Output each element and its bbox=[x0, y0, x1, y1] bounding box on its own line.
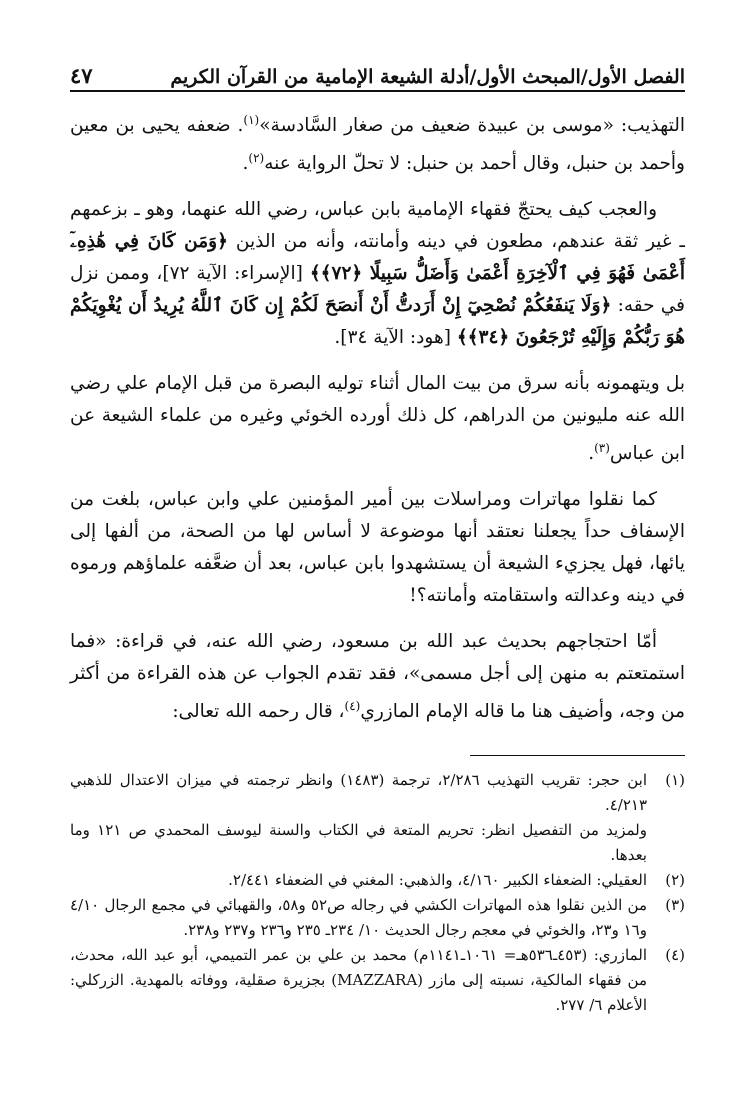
footnote-ref-3[interactable]: (٣) bbox=[594, 441, 610, 456]
paragraph-1-text-2: . ضعفه يحيى بن معين وأحمد بن حنبل، وقال أحمد بن حنبل: لا تحلّ الرواية عنه bbox=[70, 115, 685, 175]
footnote-number: (٣) bbox=[665, 895, 685, 914]
footnote-1 bbox=[70, 768, 685, 818]
paragraph-5-text: أمّا احتجاجهم بحديث عبد الله بن مسعود، رضي الله عنه، في قراءة: «فما استمتعتم به منهن إلى أجل مسمى»، فقد تقدم الجواب عن هذه القراءة من أكثر من وجه، وأضيف هنا ما قاله الإمام المازري bbox=[70, 631, 685, 723]
footnote-text: ابن حجر: تقريب التهذيب ٢/٢٨٦، ترجمة (١٤٨٣) وانظر ترجمته في ميزان الاعتدال للذهبي ٤/٢١٣. bbox=[70, 770, 647, 814]
footnote-number: (١) bbox=[665, 770, 685, 789]
footnote-number bbox=[647, 818, 685, 868]
footnote-separator bbox=[470, 755, 685, 756]
paragraph-1-end: . bbox=[242, 153, 249, 175]
paragraph-2 bbox=[70, 194, 685, 354]
paragraph-3-end: . bbox=[588, 443, 595, 465]
verse-citation-2: [هود: الآية ٣٤]. bbox=[334, 327, 451, 349]
paragraph-5-end: ، قال رحمه الله تعالى: bbox=[172, 701, 345, 723]
quran-verse-isra: ﴿وَمَن كَانَ فِي هَٰذِهِۦٓ أَعْمَىٰ فَهُوَ فِي ٱلْآخِرَةِ أَعْمَىٰ وَأَضَلُّ سَبِيلًا ﴿٧٢﴾﴾ bbox=[70, 231, 685, 285]
header-title: الفصل الأول/المبحث الأول/أدلة الشيعة الإمامية من القرآن الكريم bbox=[170, 66, 685, 88]
paragraph-1-text: التهذيب: «موسى بن عبيدة ضعيف من صغار السَّادسة» bbox=[259, 115, 686, 137]
paragraph-3 bbox=[70, 368, 685, 470]
verse-citation-1: [الإسراء: الآية ٧٢]، وممن نزل في حقه: bbox=[70, 263, 685, 317]
footnote-number: (٤) bbox=[665, 945, 685, 964]
paragraph-4 bbox=[70, 484, 685, 612]
footnote-ref-2[interactable]: (٢) bbox=[248, 151, 265, 166]
page-number: ٤٧ bbox=[70, 63, 93, 88]
quran-verse-hud: ﴿وَلَا يَنفَعُكُمْ نُصْحِيٓ إِنْ أَرَدتُّ أَنْ أَنصَحَ لَكُمْ إِن كَانَ ٱللَّهُ يُرِيدُ أَن يُغْوِيَكُمْ هُوَ رَبُّكُمْ وَإِلَيْهِ تُرْجَعُونَ ﴿٣٤﴾﴾ bbox=[70, 295, 685, 349]
paragraph-2-text: والعجب كيف يحتجّ فقهاء الإمامية بابن عباس، رضي الله عنهما، وهو ـ بزعمهم ـ غير ثقة عندهم، مطعون في دينه وأمانته، وأنه من الذين bbox=[70, 199, 685, 253]
main-text bbox=[70, 104, 685, 729]
footnote-ref-1[interactable]: (١) bbox=[243, 113, 260, 127]
book-page bbox=[70, 48, 685, 1018]
footnotes bbox=[70, 768, 685, 1018]
paragraph-3-text: بل ويتهمونه بأنه سرق من بيت المال أثناء توليه البصرة من قبل الإمام علي رضي الله عنه مليونين من الدراهم، كل ذلك أورده الخوئي وغيره من علماء الشيعة عن ابن عباس bbox=[70, 373, 685, 465]
paragraph-5 bbox=[70, 626, 685, 728]
footnote-ref-4[interactable]: (٤) bbox=[344, 699, 361, 714]
footnote-text: العقيلي: الضعفاء الكبير ٤/١٦٠، والذهبي: المغني في الضعفاء ٢/٤٤١. bbox=[228, 870, 647, 889]
footnote-text: ولمزيد من التفصيل انظر: تحريم المتعة في الكتاب والسنة ليوسف المحمدي ص ١٢١ وما بعدها. bbox=[70, 820, 647, 864]
running-header bbox=[70, 48, 685, 92]
footnote-1-continued bbox=[70, 818, 685, 868]
footnote-2 bbox=[70, 868, 685, 893]
paragraph-4-text: كما نقلوا مهاترات ومراسلات بين أمير المؤمنين علي وابن عباس، بلغت من الإسفاف حداً يجعلنا نعتقد أنها موضوعة لا أساس لها من الصحة، من ألفها إلى يائها، فهل يجزيء الشيعة أن يستشهدوا بابن عباس، بعد أن ضعَّفه علماؤهم ورموه في دينه وعدالته واستقامته وأمانته؟! bbox=[70, 489, 685, 607]
paragraph-1 bbox=[70, 104, 685, 180]
footnote-number: (٢) bbox=[665, 870, 685, 889]
footnote-4 bbox=[70, 943, 685, 1018]
footnote-3 bbox=[70, 893, 685, 943]
footnote-text: من الذين نقلوا هذه المهاترات الكشي في رجاله ص٥٢ و٥٨، والقهبائي في مجمع الرجال ٤/١٠ و١٦ و٢٣، والخوئي في معجم رجال الحديث ١٠/ ٢٣٤ـ ٢٣٥ و٢٣٦ و٢٣٧ و٢٣٨. bbox=[70, 895, 647, 939]
footnote-text: المازري: (٤٥٣ـ٥٣٦هـ= ١٠٦١ـ١١٤١م) محمد بن علي بن عمر التميمي، أبو عبد الله، محدث، من فقهاء المالكية، نسبته إلى مازر (MAZZARA) بجزيرة صقلية، ووفاته بالمهدية. الزركلي: الأعلام ٦/ ٢٧٧. bbox=[70, 945, 648, 1014]
